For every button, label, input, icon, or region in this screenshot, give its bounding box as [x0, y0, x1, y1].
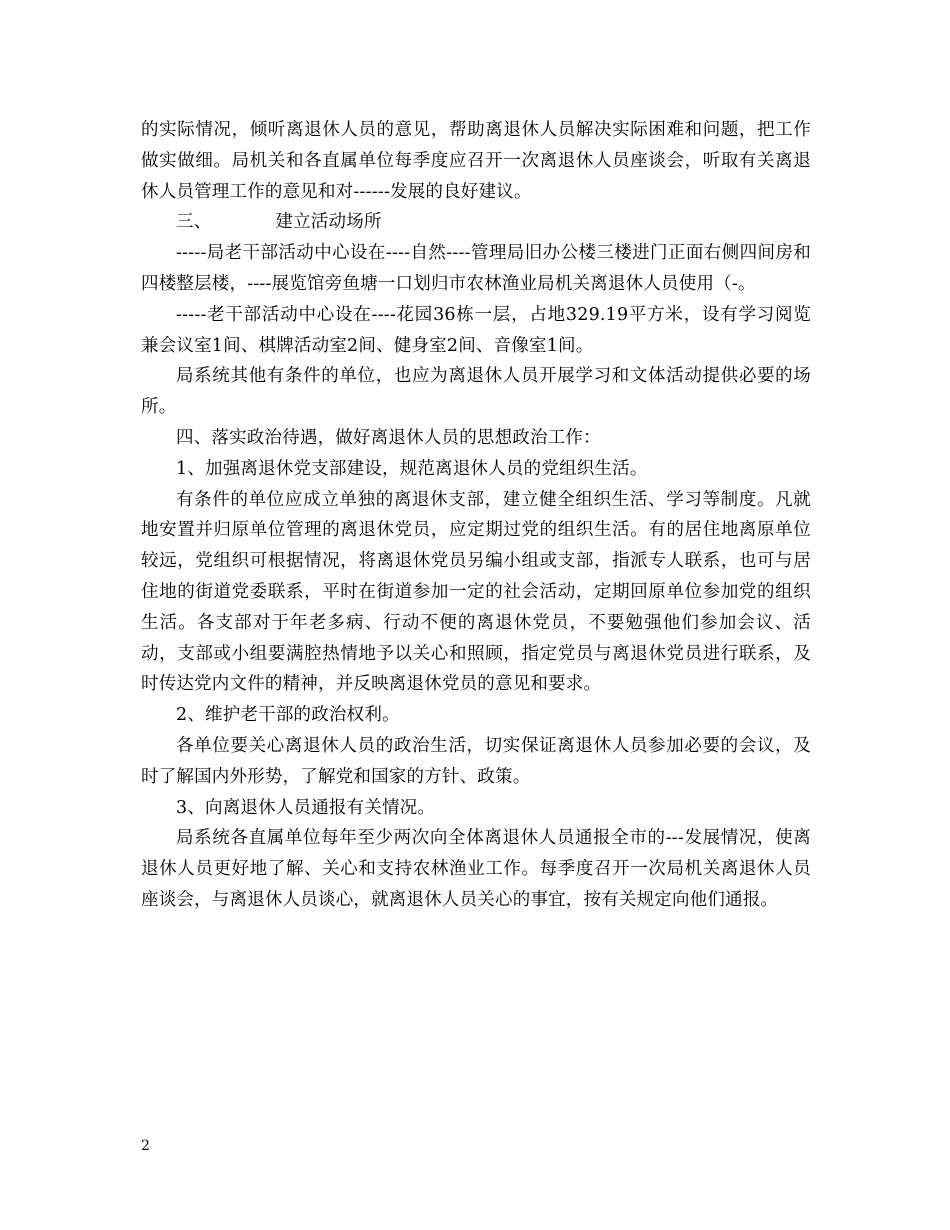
paragraph-activity-center-garden: -----老干部活动中心设在----花园36栋一层，占地329.19平方米，设有学习阅览兼会议室1间、棋牌活动室2间、健身室2间、音像室1间。 [141, 304, 811, 356]
document-body [141, 115, 811, 916]
paragraph-other-units: 局系统其他有条件的单位，也应为离退休人员开展学习和文体活动提供必要的场所。 [141, 366, 811, 418]
paragraph-political-rights: 各单位要关心离退休人员的政治生活，切实保证离退休人员参加必要的会议，及时了解国内外形势，了解党和国家的方针、政策。 [141, 735, 811, 787]
paragraph-briefing: 局系统各直属单位每年至少两次向全体离退休人员通报全市的---发展情况，使离退休人员更好地了解、关心和支持农林渔业工作。每季度召开一次局机关离退休人员座谈会，与离退休人员谈心，就离退休人员关心的事宜，按有关规定向他们通报。 [141, 828, 811, 910]
section-heading-4: 四、落实政治待遇，做好离退休人员的思想政治工作： [176, 427, 601, 448]
subheading-2: 2、维护老干部的政治权利。 [176, 705, 400, 726]
paragraph-activity-center-bureau: -----局老干部活动中心设在----自然----管理局旧办公楼三楼进门正面右侧四间房和四楼整层楼，----展览馆旁鱼塘一口划归市农林渔业局机关离退休人员使用（-。 [141, 243, 811, 294]
page-number: 2 [141, 1138, 150, 1154]
section-heading-3 [141, 207, 811, 238]
section-heading-title: 建立活动场所 [275, 212, 382, 233]
subheading-3: 3、向离退休人员通报有关情况。 [176, 797, 436, 818]
subheading-1: 1、加强离退休党支部建设，规范离退休人员的党组织生活。 [176, 458, 648, 479]
section-heading-number: 三、 [176, 212, 212, 233]
paragraph-party-branch: 有条件的单位应成立单独的离退休支部，建立健全组织生活、学习等制度。凡就地安置并归原单位管理的离退休党员，应定期过党的组织生活。有的居住地离原单位较远，党组织可根据情况，将离退休党员另编小组或支部，指派专人联系，也可与居住地的街道党委联系，平时在街道参加一定的社会活动，定期回原单位参加党的组织生活。各支部对于年老多病、行动不便的离退休党员，不要勉强他们参加会议、活动，支部或小组要满腔热情地予以关心和照顾，指定党员与离退休党员进行联系，及时传达党内文件的精神，并反映离退休党员的意见和要求。 [141, 489, 811, 695]
paragraph-continuation: 的实际情况，倾听离退休人员的意见，帮助离退休人员解决实际困难和问题，把工作做实做细。局机关和各直属单位每季度应召开一次离退休人员座谈会，听取有关离退休人员管理工作的意见和对------发展的良好建议。 [141, 120, 811, 202]
